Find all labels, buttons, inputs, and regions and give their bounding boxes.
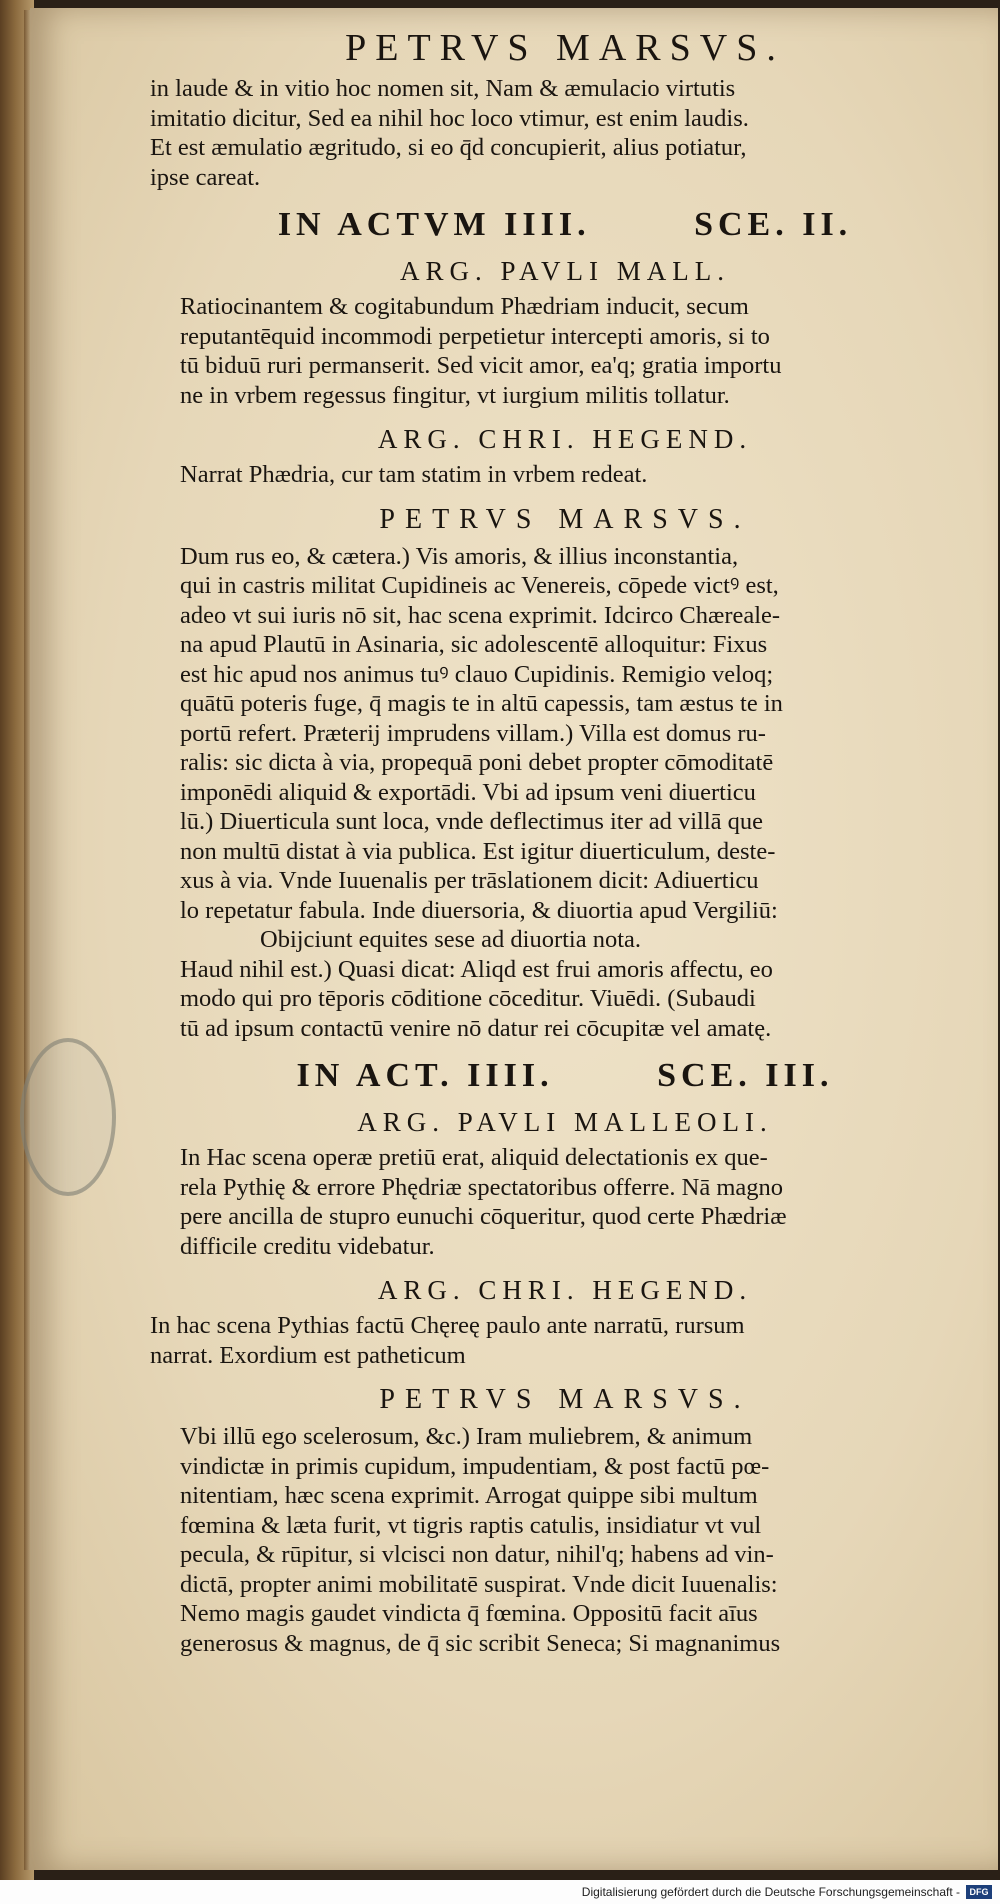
text-line: Nemo magis gaudet vindicta q̄ fœmina. Oppositū facit aīus bbox=[180, 1600, 758, 1627]
text-line: Vbi illū ego scelerosum, &c.) Iram muliebrem, & animum bbox=[180, 1423, 753, 1450]
act-label: IN ACT. IIII. bbox=[296, 1057, 554, 1094]
argument-paragraph bbox=[150, 292, 980, 410]
book-page bbox=[30, 8, 998, 1870]
text-line: na apud Plautū in Asinaria, sic adolescentē alloquitur: Fixus bbox=[180, 631, 768, 658]
text-line: pere ancilla de stupro eunuchi cōqueritur, quod certe Phædriæ bbox=[180, 1203, 787, 1230]
text-line: xus à via. Vnde Iuuenalis per trāslationem dicit: Adiuerticu bbox=[180, 867, 759, 894]
text-line: tū biduū ruri permanserit. Sed vicit amor, ea'q; gratia importu bbox=[180, 352, 782, 379]
text-line: tū ad ipsum contactū venire nō datur rei cōcupitæ vel amatę. bbox=[180, 1014, 772, 1042]
funding-credit: Digitalisierung gefördert durch die Deutsche Forschungsgemeinschaft - bbox=[581, 1885, 960, 1899]
argument-heading: ARG. CHRI. HEGEND. bbox=[377, 424, 753, 454]
magnifier-overlay bbox=[20, 1038, 116, 1196]
text-line: In hac scena Pythias factū Chęreę paulo ante narratū, rursum bbox=[150, 1312, 745, 1339]
text-line: rela Pythię & errore Phędriæ spectatoribus offerre. Nā magno bbox=[180, 1173, 784, 1201]
text-line: non multū distat à via publica. Est igitur diuerticulum, deste- bbox=[180, 837, 776, 865]
text-line: dictā, propter animi mobilitatē suspirat. Vnde dicit Iuuenalis: bbox=[180, 1570, 778, 1598]
running-head: PETRVS MARSVS. bbox=[345, 27, 785, 69]
text-line: narrat. Exordium est patheticum bbox=[150, 1341, 466, 1369]
text-line: in laude & in vitio hoc nomen sit, Nam & æmulacio virtutis bbox=[150, 75, 736, 102]
text-line: lo repetatur fabula. Inde diuersoria, & diuortia apud Vergiliū: bbox=[180, 896, 778, 924]
argument-heading: ARG. PAVLI MALLEOLI. bbox=[357, 1107, 773, 1137]
text-line: generosus & magnus, de q̄ sic scribit Seneca; Si magnanimus bbox=[180, 1629, 781, 1657]
scene-label: SCE. II. bbox=[694, 206, 853, 243]
text-line: fœmina & læta furit, vt tigris raptis catulis, insidiatur vt vul bbox=[180, 1511, 762, 1539]
text-line: Ratiocinantem & cogitabundum Phædriam inducit, secum bbox=[180, 293, 749, 320]
intro-paragraph bbox=[150, 74, 980, 192]
text-line: pecula, & rūpitur, si vlcisci non datur, nihil'q; habens ad vin- bbox=[180, 1541, 774, 1568]
commentary-paragraph bbox=[150, 1422, 980, 1658]
dfg-logo: DFG bbox=[966, 1885, 992, 1899]
text-line: Et est æmulatio ægritudo, si eo q̄d concupierit, alius potiatur, bbox=[150, 134, 747, 161]
text-line: qui in castris militat Cupidineis ac Venereis, cōpede victꝰ est, bbox=[180, 572, 779, 599]
text-line: est hic apud nos animus tuꝰ clauo Cupidinis. Remigio veloq; bbox=[180, 660, 774, 688]
text-line: imitatio dicitur, Sed ea nihil hoc loco vtimur, est enim laudis. bbox=[150, 104, 749, 132]
argument-heading: ARG. CHRI. HEGEND. bbox=[377, 1275, 753, 1305]
act-heading bbox=[150, 1051, 980, 1101]
act-label: IN ACTVM IIII. bbox=[277, 206, 591, 243]
text-line: ralis: sic dicta à via, propequā poni debet propter cōmoditatē bbox=[180, 749, 774, 776]
argument-paragraph bbox=[150, 1143, 980, 1261]
text-line: vindictæ in primis cupidum, impudentiam, & post factū pœ- bbox=[180, 1452, 770, 1480]
act-heading bbox=[150, 200, 980, 250]
text-line: modo qui pro tēporis cōditione cōceditur. Viuēdi. (Subaudi bbox=[180, 985, 756, 1012]
text-line: adeo vt sui iuris nō sit, hac scena exprimit. Idcirco Chæreale- bbox=[180, 601, 781, 629]
text-line: reputantēquid incommodi perpetietur intercepti amoris, si to bbox=[180, 322, 770, 350]
scene-label: SCE. III. bbox=[657, 1057, 834, 1094]
text-line: Haud nihil est.) Quasi dicat: Aliqd est frui amoris affectu, eo bbox=[180, 955, 773, 983]
text-line: quātū poteris fuge, q̄ magis te in altū capessis, tam æstus te in bbox=[180, 690, 783, 717]
text-line: difficile creditu videbatur. bbox=[180, 1232, 435, 1260]
text-line: ipse careat. bbox=[150, 163, 261, 191]
text-line: Dum rus eo, & cætera.) Vis amoris, & illius inconstantia, bbox=[180, 542, 739, 570]
text-line: imponēdi aliquid & exportādi. Vbi ad ipsum veni diuerticu bbox=[180, 778, 756, 806]
verse-quotation: Obijciunt equites sese ad diuortia nota. bbox=[260, 926, 642, 953]
commentary-heading: PETRVS MARSVS. bbox=[379, 1384, 751, 1415]
digitization-footer bbox=[0, 1880, 1000, 1904]
text-line: Narrat Phædria, cur tam statim in vrbem redeat. bbox=[180, 461, 648, 488]
argument-paragraph bbox=[150, 1311, 980, 1370]
page-text bbox=[150, 22, 980, 1666]
commentary-paragraph bbox=[150, 542, 980, 1044]
text-line: ne in vrbem regessus fingitur, vt iurgium militis tollatur. bbox=[180, 381, 730, 409]
text-line: lū.) Diuerticula sunt loca, vnde deflectimus iter ad villā que bbox=[180, 808, 764, 835]
text-line: In Hac scena operæ pretiū erat, aliquid delectationis ex que- bbox=[180, 1144, 768, 1171]
argument-heading: ARG. PAVLI MALL. bbox=[399, 256, 731, 286]
text-line: nitentiam, hæc scena exprimit. Arrogat quippe sibi multum bbox=[180, 1482, 758, 1509]
commentary-heading: PETRVS MARSVS. bbox=[379, 503, 751, 535]
text-line: portū refert. Præterij imprudens villam.) Villa est domus ru- bbox=[180, 719, 766, 747]
argument-paragraph bbox=[150, 460, 980, 490]
